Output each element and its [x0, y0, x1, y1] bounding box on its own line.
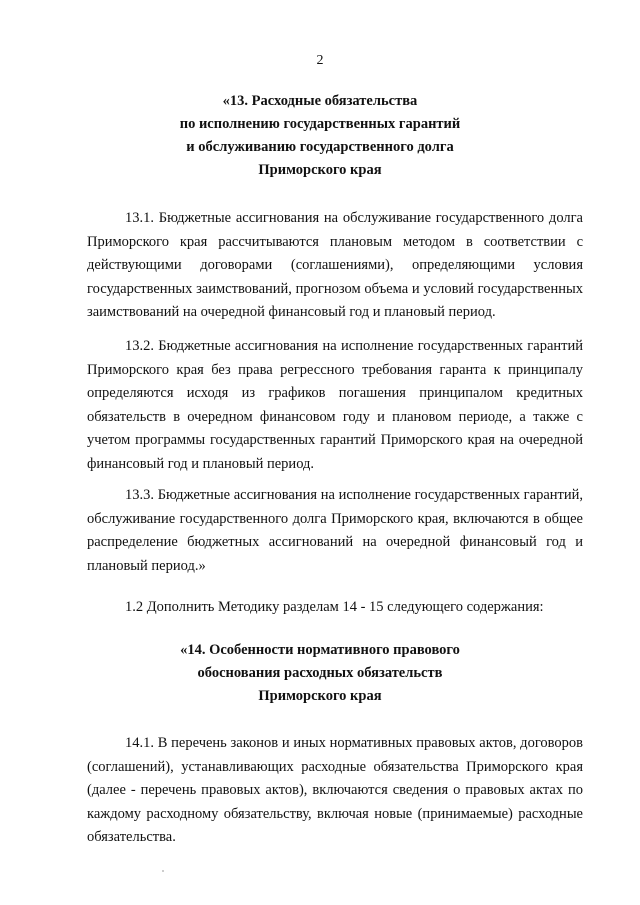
paragraph-line: действующими договорами (соглашениями), определяющими условия [87, 257, 583, 273]
heading-line: обоснования расходных обязательств [197, 665, 443, 681]
scan-speck [162, 870, 164, 872]
paragraph-line: плановый период.» [87, 557, 206, 574]
paragraph-13-2 [87, 335, 583, 476]
paragraph-line: (далее - перечень правовых актов), включаются сведения о правовых актах по [87, 782, 583, 798]
paragraph-line: определяются исходя из графиков погашения принципалом кредитных [87, 385, 583, 401]
paragraph-line: заимствований на очередной финансовый год и плановый период. [87, 304, 496, 320]
paragraph-line: 13.2. Бюджетные ассигнования на исполнение государственных гарантий [125, 338, 583, 354]
page-number: 2 [316, 53, 324, 68]
paragraph-line: 13.1. Бюджетные ассигнования на обслуживание государственного долга [125, 210, 583, 226]
paragraph-14-1 [87, 732, 583, 850]
heading-line: и обслуживанию государственного долга [186, 139, 454, 155]
paragraph-line: Приморского края без права регрессного требования гаранта к принципалу [87, 361, 583, 378]
paragraph-line: учетом программы государственных гарантий Приморского края на очередной [87, 432, 583, 448]
paragraph-line: обязательств в очередном финансовом году и плановом периоде, а также с [87, 408, 583, 425]
paragraph-line: распределение бюджетных ассигнований на очередной финансовый год и [87, 534, 583, 550]
paragraph-line: Приморского края рассчитываются плановым методом в соответствии с [87, 233, 583, 250]
paragraph-line: государственных заимствований, прогнозом объема и условий государственных [87, 280, 583, 297]
paragraph-line: обязательства. [87, 829, 176, 845]
paragraph-line: обслуживание государственного долга Приморского края, включаются в общее [87, 510, 583, 527]
heading-line: по исполнению государственных гарантий [179, 116, 461, 132]
amendment-line: 1.2 Дополнить Методику разделам 14 - 15 следующего содержания: [125, 599, 544, 615]
heading-line: Приморского края [258, 162, 382, 178]
section-13-heading [60, 90, 580, 182]
heading-line: «13. Расходные обязательства [222, 93, 418, 109]
paragraph-line: финансовый год и плановый период. [87, 455, 315, 472]
paragraph-13-1 [87, 207, 583, 325]
paragraph-13-3 [87, 484, 583, 578]
section-14-heading [60, 639, 580, 708]
paragraph-line: 13.3. Бюджетные ассигнования на исполнение государственных гарантий, [125, 487, 583, 503]
heading-line: Приморского края [258, 688, 382, 704]
paragraph-line: каждому расходному обязательству, включая новые (принимаемые) расходные [87, 805, 583, 822]
paragraph-line: (соглашений), устанавливающих расходные обязательства Приморского края [87, 758, 583, 775]
paragraph-line: 14.1. В перечень законов и иных нормативных правовых актов, договоров [125, 735, 583, 751]
heading-line: «14. Особенности нормативного правового [180, 642, 460, 658]
